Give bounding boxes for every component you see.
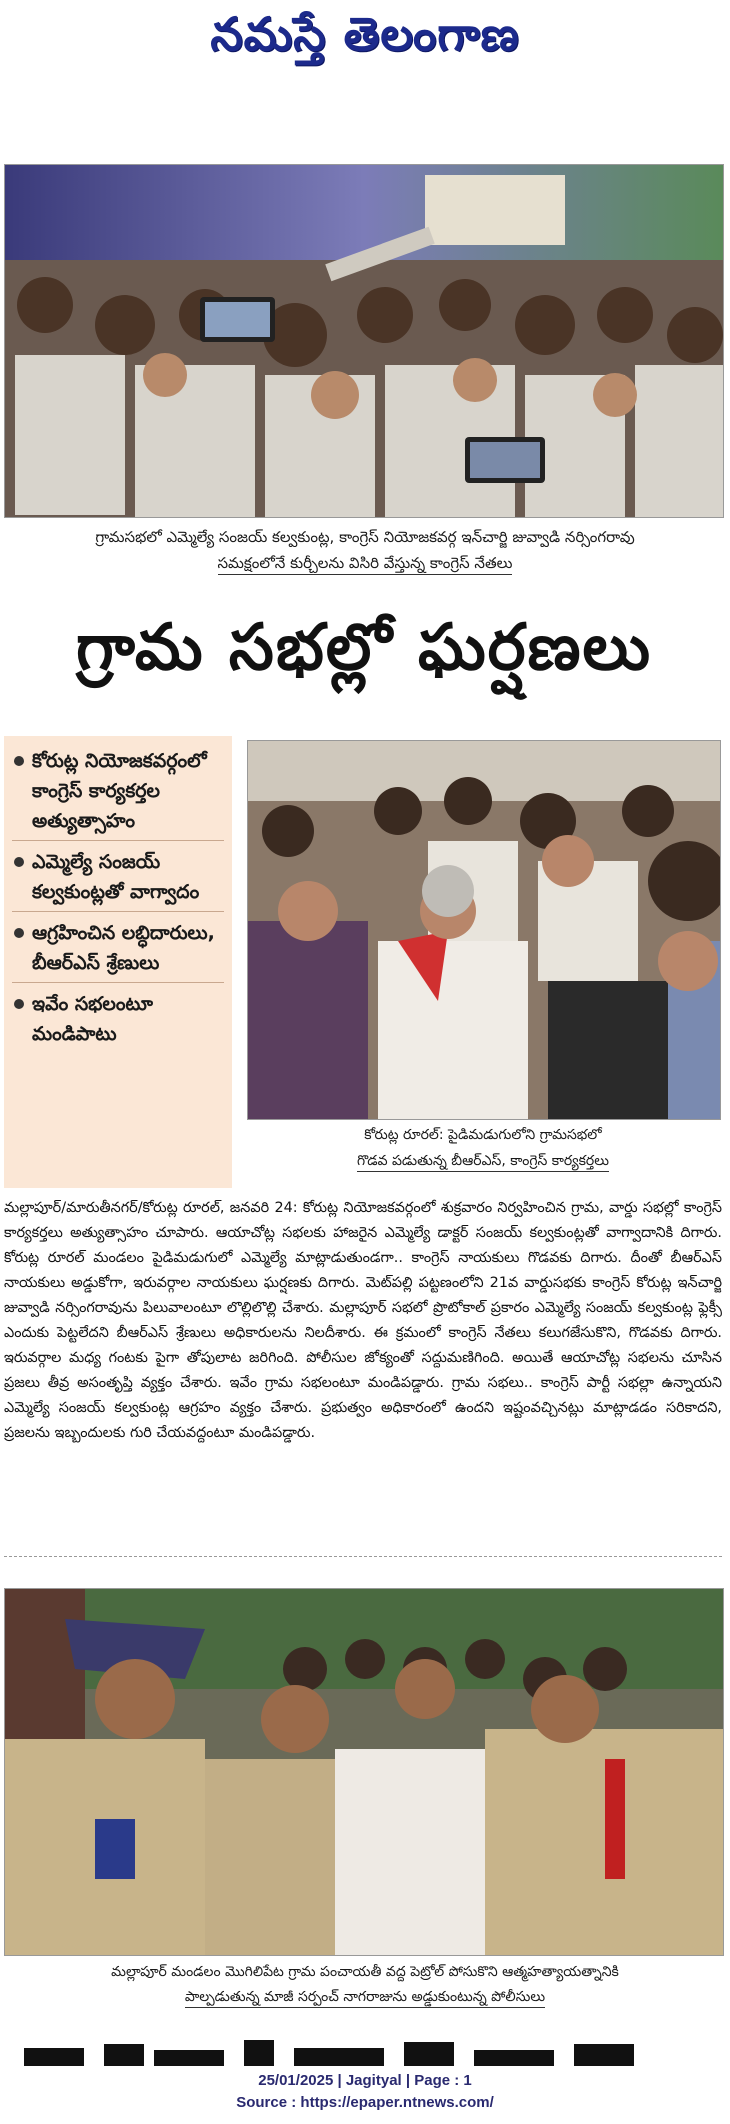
photo2-caption-line1: కోరుట్ల రూరల్: పైడిమడుగులోని గ్రామసభలో xyxy=(364,1127,602,1143)
article-headline: గ్రామ సభల్లో ఘర్షణలు xyxy=(75,610,653,685)
footer-source-link[interactable]: https://epaper.ntnews.com/ xyxy=(300,2094,494,2111)
page-footer xyxy=(0,2070,730,2114)
section-divider xyxy=(4,1556,722,1557)
masthead-title: నమస్తే తెలంగాణ xyxy=(210,7,520,61)
photo2-caption-line2: గొడవ పడుతున్న బీఆర్‌ఎస్, కాంగ్రెస్ కార్యకర్తలు xyxy=(357,1153,609,1172)
footer-source xyxy=(0,2092,730,2114)
photo2-caption xyxy=(247,1122,719,1174)
photo1-caption xyxy=(8,524,722,576)
article-body: మల్లాపూర్/మారుతీనగర్/కోరుట్ల రూరల్, జనవరి 24: కోరుట్ల నియోజకవర్గంలో శుక్రవారం నిర్వహించిన గ్రామ, వార్డు సభల్లో కాంగ్రెస్ కార్యకర్తలు అత్యుత్సాహం చూపారు. ఆయాచోట్ల సభలకు హాజరైన ఎమ్మెల్యే డాక్టర్ సంజయ్ కల్వకుంట్లతో వాగ్వాదానికి దిగారు. కోరుట్ల రూరల్ మండలం పైడిమడుగులో ఎమ్మెల్యే మాట్లాడుతుండగా.. కాంగ్రెస్ నాయకులు గొడవకు దిగారు. దీంతో బీఆర్‌ఎస్ నాయకులు అడ్డుకోగా, ఇరువర్గాల నాయకులు ఘర్షణకు దిగారు. మెట్‌పల్లి పట్టణంలోని 21వ వార్డుసభకు కాంగ్రెస్ కోరుట్ల ఇన్‌చార్జి జువ్వాడి నర్సింగరావును పిలువాలంటూ లొల్లిలొల్లి చేశారు. మల్లాపూర్ సభలో ప్రొటోకాల్ ప్రకారం ఎమ్మెల్యే సంజయ్ కల్వకుంట్ల ఫ్లెక్సీ ఎందుకు పెట్టలేదని బీఆర్‌ఎస్ శ్రేణులు అధికారులను నిలదీశారు. ఈ క్రమంలో కాంగ్రెస్ నేతలు కలుగజేసుకొని, గొడవకు దిగారు. ఇరువర్గాల మధ్య గంటకు పైగా తోపులాట జరిగింది. పోలీసుల జోక్యంతో సద్దుమణిగింది. అయితే ఆయాచోట్ల సభలను చూసిన ప్రజలు తీవ్ర అసంతృప్తి వ్యక్తం చేశారు. ఇవేం గ్రామ సభలంటూ మండిపడ్డారు. గ్రామ సభలు.. కాంగ్రెస్ పార్టీ సభల్లా ఉన్నాయని ఎమ్మెల్యే సంజయ్ కల్వకుంట్ల ఆగ్రహం వ్యక్తం చేశారు. ప్రభుత్వం అధికారంలో ఉందని ఇష్టంవచ్చినట్లు మాట్లాడడం సరికాదని, ప్రజలను ఇబ్బందులకు గురి చేయవద్దంటూ మండిపడ్డారు. xyxy=(4,1200,722,1441)
photo3-caption-line2: పాల్పడుతున్న మాజీ సర్పంచ్ నాగరాజును అడ్డుకుంటున్న పోలీసులు xyxy=(185,1989,545,2008)
bullet-icon xyxy=(14,928,24,938)
next-article-headline-cut xyxy=(4,2030,722,2066)
highlight-text: ఎమ్మెల్యే సంజయ్ కల్వకుంట్లతో వాగ్వాదం xyxy=(32,851,200,903)
bullet-icon xyxy=(14,999,24,1009)
news-photo-gram-sabha-chairs xyxy=(4,164,724,518)
highlight-item xyxy=(12,989,224,1053)
news-photo-clash xyxy=(247,740,721,1120)
bullet-icon xyxy=(14,857,24,867)
bullet-icon xyxy=(14,756,24,766)
photo1-caption-line1: గ్రామసభలో ఎమ్మెల్యే సంజయ్ కల్వకుంట్ల, కాంగ్రెస్ నియోజకవర్గ ఇన్‌చార్జి జువ్వాడి నర్సింగరావు xyxy=(95,528,635,546)
photo1-caption-line2: సమక్షంలోనే కుర్చీలను విసిరి వేస్తున్న కాంగ్రెస్ నేతలు xyxy=(218,554,513,575)
highlight-item xyxy=(12,847,224,912)
highlight-text: కోరుట్ల నియోజకవర్గంలో కాంగ్రెస్ కార్యకర్తల అత్యుత్సాహం xyxy=(32,750,207,832)
highlight-text: ఆగ్రహించిన లబ్ధిదారులు, బీఆర్‌ఎస్ శ్రేణులు xyxy=(32,922,215,974)
highlight-item xyxy=(12,746,224,841)
footer-source-label: Source : xyxy=(236,2094,301,2111)
news-photo-police xyxy=(4,1588,724,1956)
photo3-caption xyxy=(8,1960,722,2010)
highlight-text: ఇవేం సభలంటూ మండిపాటు xyxy=(32,993,153,1045)
photo3-caption-line1: మల్లాపూర్ మండలం మొగిలిపేట గ్రామ పంచాయతీ వద్ద పెట్రోల్ పోసుకొని ఆత్మహత్యాయత్నానికి xyxy=(111,1964,619,1980)
footer-date-edition: 25/01/2025 | Jagityal | Page : 1 xyxy=(258,2072,472,2089)
highlight-item xyxy=(12,918,224,983)
highlights-box xyxy=(4,736,232,1188)
masthead xyxy=(0,0,730,80)
